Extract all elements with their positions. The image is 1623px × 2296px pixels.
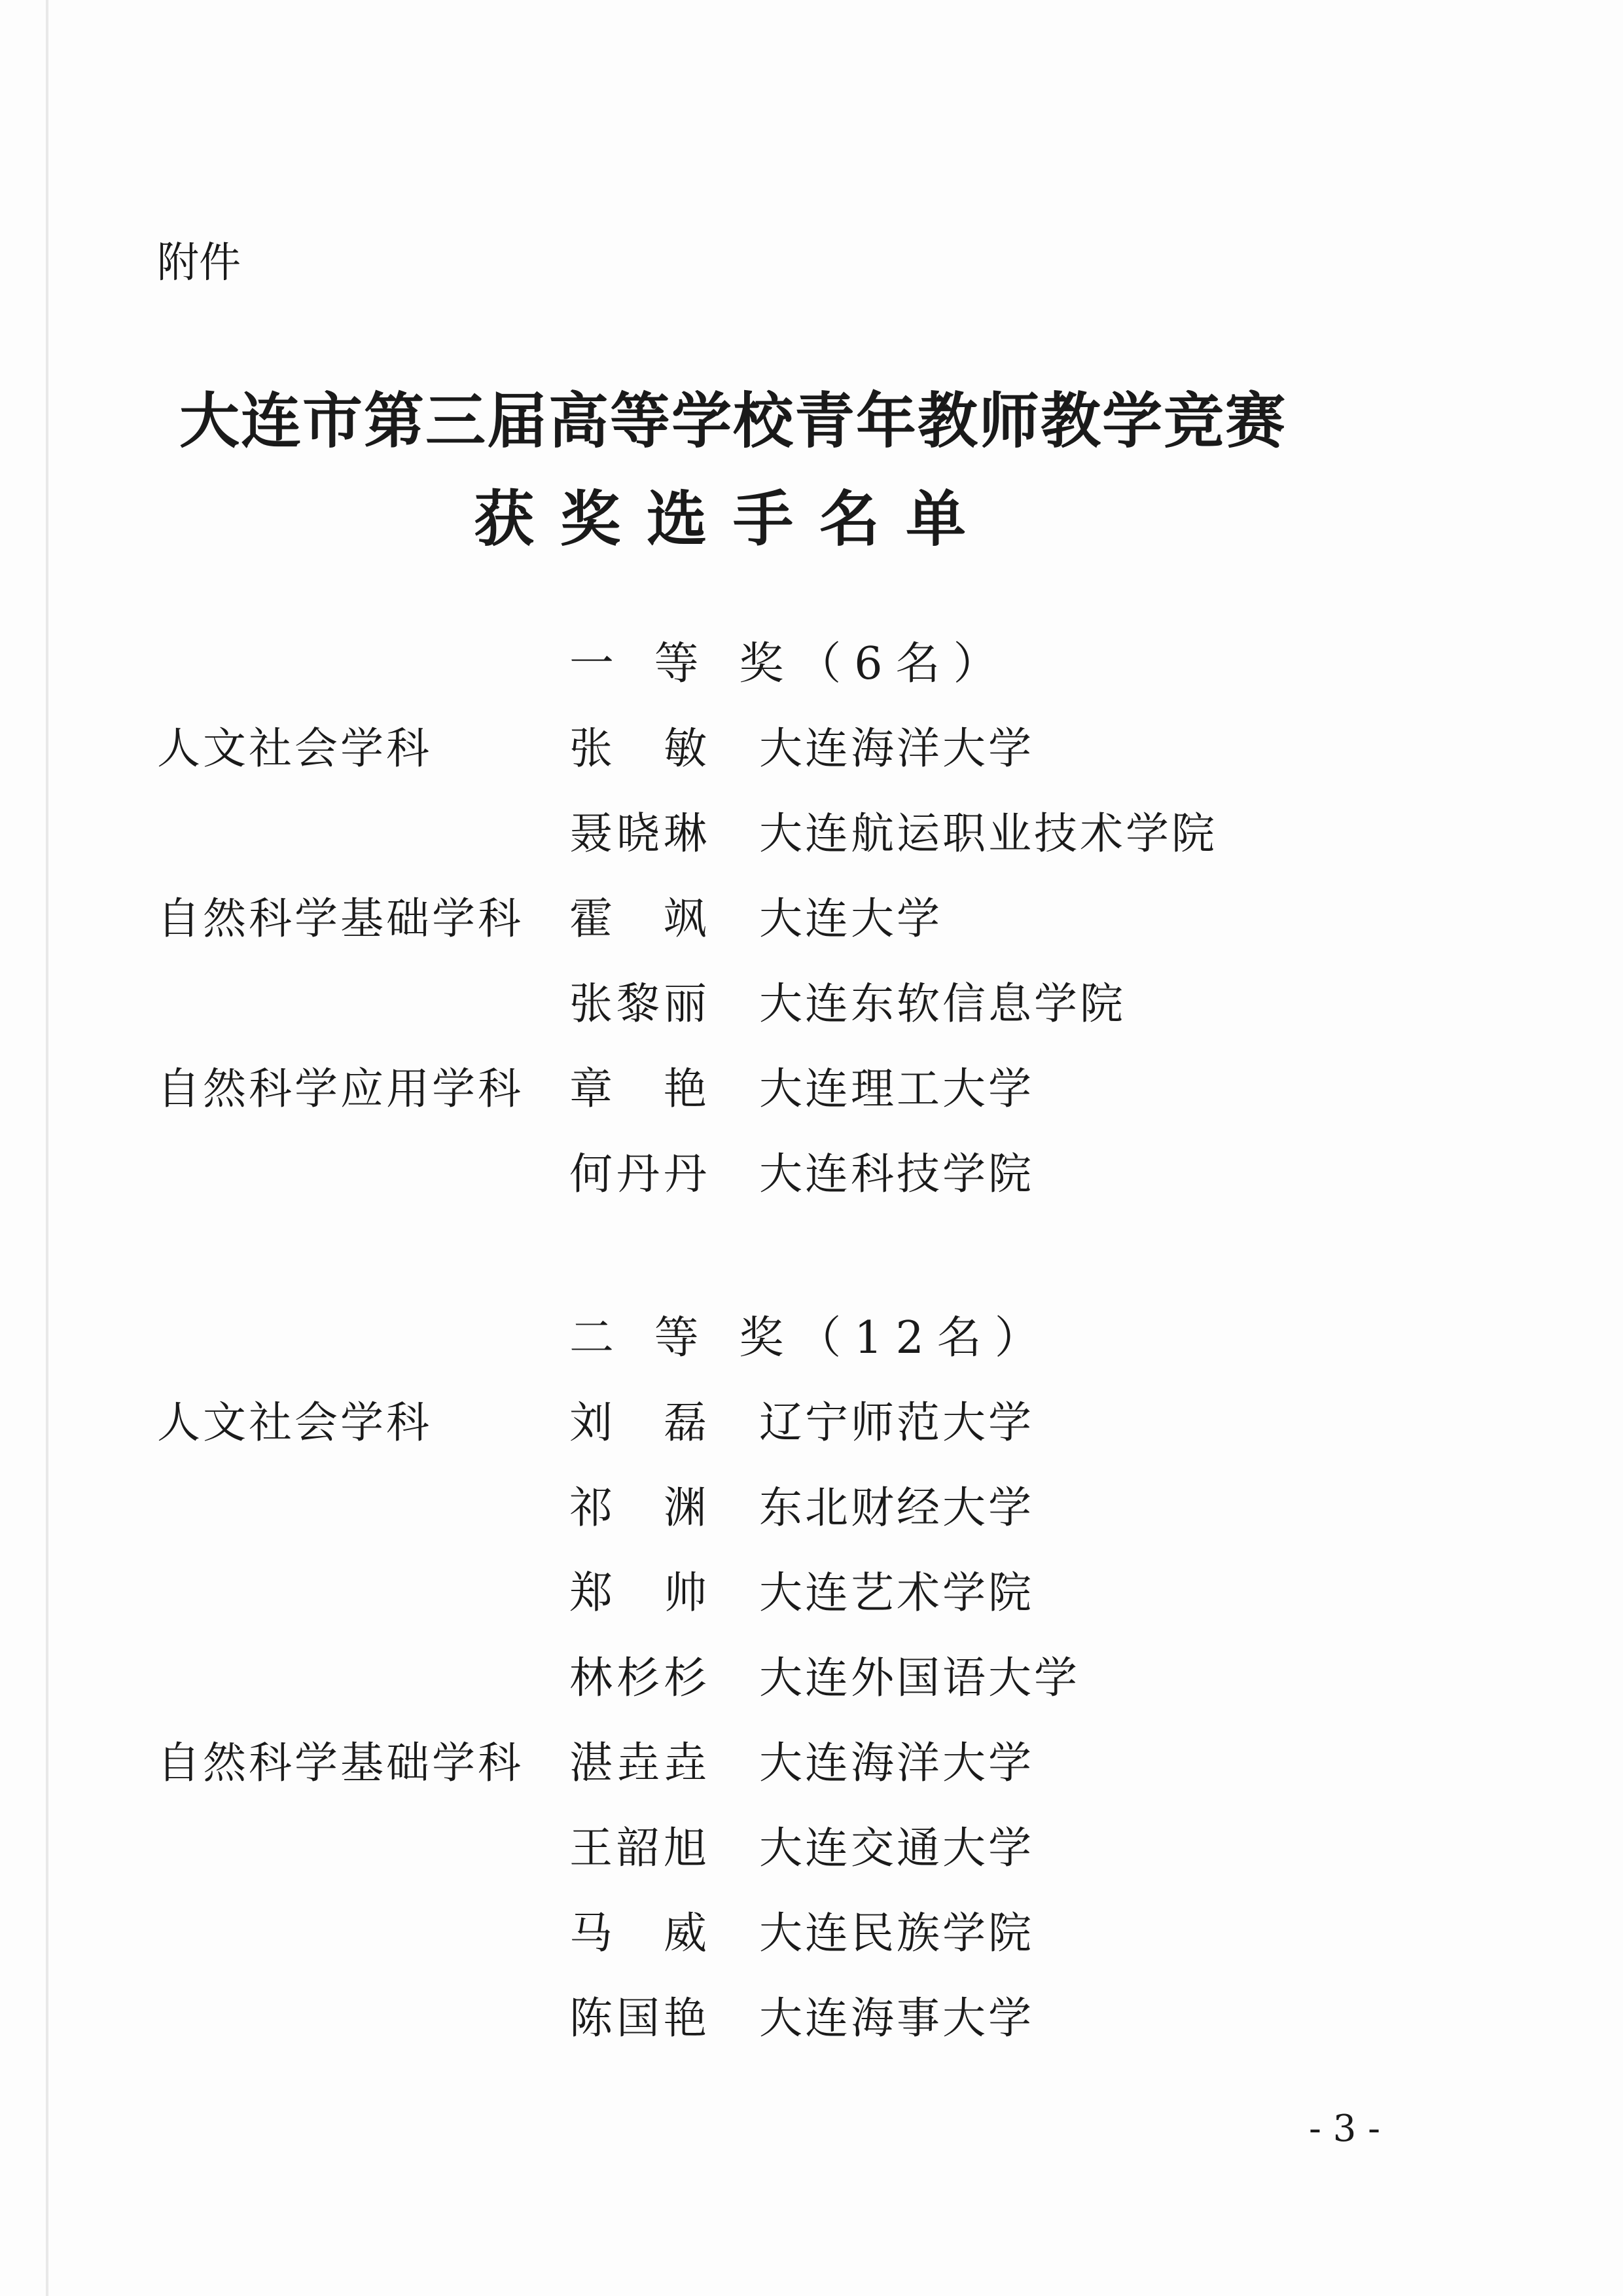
winner-name: 章 艳 — [569, 1064, 711, 1114]
page-number: - 3 - — [1309, 2108, 1381, 2150]
winner-name: 张 敏 — [569, 723, 711, 774]
winner-school: 大连科技学院 — [759, 1149, 1034, 1199]
section-heading-second-prize: 二 等 奖（12名） — [569, 1312, 1052, 1364]
winner-name: 霍 飒 — [569, 893, 711, 944]
winner-school: 大连海洋大学 — [759, 1738, 1034, 1788]
winner-name: 陈国艳 — [569, 1993, 711, 2043]
section-heading-first-prize: 一 等 奖（6名） — [569, 638, 1011, 690]
winner-name: 马 威 — [569, 1908, 711, 1958]
scan-edge — [46, 0, 48, 2296]
winner-name: 刘 磊 — [569, 1397, 711, 1448]
winner-school: 大连艺术学院 — [759, 1568, 1034, 1618]
winner-school: 大连大学 — [759, 893, 942, 944]
document-subtitle: 获奖选手名单 — [473, 484, 992, 554]
document-title: 大连市第三届高等学校青年教师教学竞赛 — [179, 386, 1287, 456]
winner-name: 林杉杉 — [569, 1653, 711, 1703]
winner-name: 祁 渊 — [569, 1482, 711, 1533]
winner-school: 东北财经大学 — [759, 1482, 1034, 1533]
winner-school: 大连民族学院 — [759, 1908, 1034, 1958]
winner-school: 大连理工大学 — [759, 1064, 1034, 1114]
subject-label: 自然科学应用学科 — [157, 1064, 524, 1114]
winner-name: 王韶旭 — [569, 1823, 711, 1873]
winner-name: 聂晓琳 — [569, 808, 711, 859]
winner-school: 大连外国语大学 — [759, 1653, 1080, 1703]
subject-label: 人文社会学科 — [157, 1397, 432, 1448]
winner-school: 大连海事大学 — [759, 1993, 1034, 2043]
winner-school: 大连航运职业技术学院 — [759, 808, 1217, 859]
winner-school: 大连东软信息学院 — [759, 978, 1126, 1029]
winner-name: 湛垚垚 — [569, 1738, 711, 1788]
winner-school: 辽宁师范大学 — [759, 1397, 1034, 1448]
winner-school: 大连海洋大学 — [759, 723, 1034, 774]
subject-label: 自然科学基础学科 — [157, 893, 524, 944]
subject-label: 人文社会学科 — [157, 723, 432, 774]
winner-name: 何丹丹 — [569, 1149, 711, 1199]
subject-label: 自然科学基础学科 — [157, 1738, 524, 1788]
winner-school: 大连交通大学 — [759, 1823, 1034, 1873]
winner-name: 张黎丽 — [569, 978, 711, 1029]
attachment-label: 附件 — [157, 239, 241, 287]
winner-name: 郑 帅 — [569, 1568, 711, 1618]
